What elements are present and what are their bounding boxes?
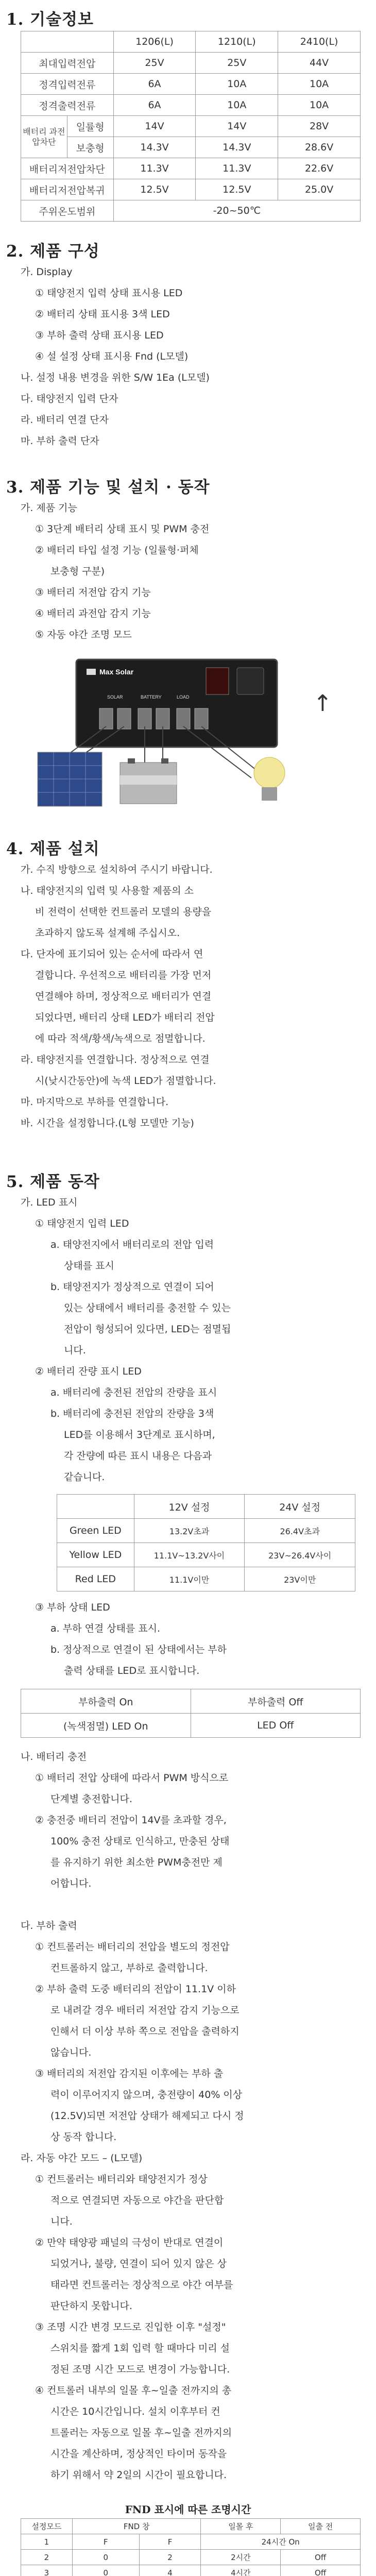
operation-led-line: b. 배터리에 충전된 전압의 잔량을 3색 — [50, 1408, 214, 1419]
spec-cell: 14V — [113, 116, 196, 137]
fnd-mode-cell: 2 — [21, 2550, 73, 2565]
fnd-digit-cell: 2 — [139, 2550, 201, 2565]
fnd-mode-cell: 1 — [21, 2534, 73, 2550]
composition-list — [21, 262, 361, 452]
load-status-table — [21, 1689, 361, 1738]
operation-led-line: a. 배터리에 충전된 전압의 잔량을 표시 — [50, 1387, 217, 1398]
function-line: ③ 배터리 저전압 감지 기능 — [35, 587, 151, 598]
operation-led-line: 전압이 형성되어 있다면, LED는 점멸됩 — [64, 1324, 231, 1335]
battery-header-cell: 24V 설정 — [245, 1495, 355, 1519]
install-line: 나. 태양전지의 입력 및 사용할 제품의 소 — [21, 885, 194, 896]
spec-cell: 25V — [113, 53, 196, 74]
fnd-digit-cell: 0 — [72, 2565, 139, 2576]
operation-charge-line: ③ 배터리의 저전압 감지된 이후에는 부하 출 — [35, 2068, 224, 2079]
spec-group-label: 배터리 과전압차단 — [21, 116, 67, 158]
spec-cell: 22.6V — [278, 158, 361, 179]
spec-row — [21, 116, 361, 137]
composition-line: 나. 설정 내용 변경을 위한 S/W 1Ea (L모델) — [21, 372, 210, 383]
operation-led-line: 가. LED 표시 — [21, 1197, 78, 1208]
battery-header-cell — [57, 1495, 134, 1519]
operation-charge-line: ① 컨트롤러는 배터리의 전압을 별도의 정전압 — [35, 1941, 230, 1953]
spec-header-cell: 1206(L) — [113, 31, 196, 53]
operation-led-line: 상태를 표시 — [64, 1260, 114, 1272]
label-battery: BATTERY — [141, 694, 162, 700]
function-line: 보충형 구분) — [50, 566, 105, 577]
spec-row — [21, 179, 361, 200]
load-cell: 부하출력 Off — [191, 1689, 361, 1714]
spec-header-cell: 1210(L) — [196, 31, 278, 53]
operation-charge-line: 100% 충전 상태로 인식하고, 만충된 상태 — [50, 1836, 230, 1847]
operation-led-line: 같습니다. — [64, 1471, 105, 1483]
operation-load-line: b. 정상적으로 연결이 된 상태에서는 부하 — [50, 1644, 227, 1655]
spec-row-label: 정격입력전류 — [21, 74, 114, 95]
function-line: ① 3단계 배터리 상태 표시 및 PWM 충전 — [35, 523, 210, 535]
spec-cell: 11.3V — [113, 158, 196, 179]
operation-charge-line: 판단하지 못합니다. — [50, 2300, 132, 2312]
spec-row-label: 주위온도범위 — [21, 200, 114, 222]
spec-header-row — [21, 31, 361, 53]
install-line: 에 따라 적색/황색/녹색으로 점멸합니다. — [35, 1033, 206, 1044]
battery-header-row — [57, 1495, 355, 1519]
install-line: 되었다면, 배터리 상태 LED가 배터리 전압 — [35, 1012, 215, 1023]
fnd-table — [21, 2518, 361, 2576]
composition-line: 라. 배터리 연결 단자 — [21, 414, 109, 426]
install-line: 결합니다. 우선적으로 배터리를 가장 먼저 — [35, 970, 212, 981]
battery-illustration — [120, 758, 177, 804]
composition-line: ③ 부하 출력 상태 표시용 LED — [35, 330, 164, 341]
fnd-header-cell: 일출 전 — [281, 2519, 361, 2534]
composition-line: 가. Display — [21, 266, 73, 278]
operation-charge-line: 상 동작 합니다. — [50, 2131, 117, 2143]
spec-cell: 25V — [196, 53, 278, 74]
fnd-time-cell: Off — [281, 2565, 361, 2576]
operation-load-line: a. 부하 연결 상태를 표시. — [50, 1623, 161, 1634]
battery-cell: 23V이만 — [245, 1567, 355, 1591]
battery-cell: 26.4V초과 — [245, 1519, 355, 1543]
battery-cell: 23V~26.4V사이 — [245, 1543, 355, 1567]
composition-line: ② 배터리 상태 표시용 3색 LED — [35, 309, 170, 320]
spec-row — [21, 158, 361, 179]
install-line: 가. 수직 방향으로 설치하여 주시기 바랍니다. — [21, 864, 213, 875]
spec-row — [21, 74, 361, 95]
operation-charge-line: ② 충전중 배터리 전압이 14V를 초과할 경우, — [35, 1815, 227, 1826]
spec-cell: 28V — [278, 116, 361, 137]
operation-charge-line: 스위치를 짧게 1회 입력 할 때마다 미리 설 — [50, 2343, 230, 2354]
spec-cell: 6A — [113, 95, 196, 116]
charge-controller-illustration — [76, 659, 277, 747]
spec-row-label: 배터리저전압차단 — [21, 158, 114, 179]
operation-charge-line: ① 컨트롤러는 배터리와 태양전지가 정상 — [35, 2174, 208, 2185]
battery-cell: 11.1V이만 — [134, 1567, 245, 1591]
install-line: 라. 태양전지를 연결합니다. 정상적으로 연결 — [21, 1054, 210, 1065]
operation-charge-line: 정된 조명 시간 모드로 변경이 가능합니다. — [50, 2364, 230, 2375]
spec-row-label: 정격출력전류 — [21, 95, 114, 116]
label-load: LOAD — [177, 694, 190, 700]
battery-cell: Yellow LED — [57, 1543, 134, 1567]
fnd-time-cell: 4시간 — [201, 2565, 281, 2576]
fnd-time-cell: 24시간 On — [201, 2534, 361, 2550]
function-line: ⑤ 자동 야간 조명 모드 — [35, 629, 132, 640]
spec-table — [21, 31, 361, 222]
spec-cell: 10A — [278, 95, 361, 116]
operation-load-line: 출력 상태를 LED로 표시합니다. — [64, 1665, 200, 1676]
operation-charge-line: ② 부하 출력 도중 배터리의 전압이 11.1V 이하 — [35, 1984, 236, 1995]
operation-charge-line: 를 유지하기 위한 최소한 PWM충전만 제 — [50, 1857, 223, 1868]
install-list — [21, 859, 361, 1134]
spec-row — [21, 200, 361, 222]
install-line: 시(낮시간동안)에 녹색 LED가 점멸합니다. — [35, 1075, 216, 1087]
operation-charge-line: ④ 컨트롤러 내부의 일몰 후~일출 전까지의 총 — [35, 2385, 232, 2396]
install-line: 다. 단자에 표기되어 있는 순서에 따라서 연 — [21, 948, 203, 960]
operation-led-line: ② 배터리 잔량 표시 LED — [35, 1366, 142, 1377]
operation-charge-line: 어합니다. — [50, 1878, 92, 1889]
fnd-digit-cell: 0 — [72, 2550, 139, 2565]
spec-cell: 44V — [278, 53, 361, 74]
operation-charge-line: 다. 부하 출력 — [21, 1920, 77, 1931]
spec-cell: 12.5V — [113, 179, 196, 200]
operation-charge-line: 하기 위해서 약 2일의 시간이 필요합니다. — [50, 2469, 227, 2481]
spec-row-label: 배터리저전압복귀 — [21, 179, 114, 200]
fnd-digit-cell: F — [72, 2534, 139, 2550]
composition-line: ④ 설 설정 상태 표시용 Fnd (L모델) — [35, 351, 189, 362]
battery-led-table — [57, 1494, 355, 1591]
brand-text: Max Solar — [99, 668, 134, 676]
section-title-composition: 2. 제품 구성 — [6, 242, 100, 261]
battery-header-cell: 12V 설정 — [134, 1495, 245, 1519]
fnd-header-cell: FND 창 — [72, 2519, 201, 2534]
fnd-digit-cell: 4 — [139, 2565, 201, 2576]
label-solar: SOLAR — [107, 694, 123, 700]
fnd-header-cell: 일몰 후 — [201, 2519, 281, 2534]
load-row — [21, 1714, 361, 1738]
operation-led-line: 각 잔량에 따른 표시 내용은 다음과 — [64, 1450, 212, 1462]
spec-cell: 28.6V — [278, 137, 361, 158]
section-title-functions: 3. 제품 기능 및 설치 · 동작 — [6, 478, 210, 497]
function-line: ② 배터리 타입 설정 기능 (일률형·퍼체 — [35, 545, 199, 556]
product-installation-diagram — [35, 644, 344, 814]
install-line: 초과하지 않도록 설계해 주십시오. — [35, 927, 180, 939]
spec-cell: 14V — [196, 116, 278, 137]
spec-cell: 25.0V — [278, 179, 361, 200]
fnd-row — [21, 2534, 361, 2550]
section-title-spec: 1. 기술정보 — [6, 10, 94, 29]
operation-led-line: a. 태양전지에서 배터리로의 전압 입력 — [50, 1239, 214, 1250]
operation-charge-line: 적으로 연결되면 자동으로 야간을 판단합 — [50, 2195, 224, 2206]
operation-charge-line: 로 내려갈 경우 배터리 저전압 감지 기능으로 — [50, 2005, 240, 2016]
spec-cell: 10A — [196, 95, 278, 116]
operation-charge-line — [21, 1894, 361, 1916]
spec-row — [21, 95, 361, 116]
battery-cell: Red LED — [57, 1567, 134, 1591]
load-cell: 부하출력 On — [21, 1689, 191, 1714]
spec-cell: 14.3V — [196, 137, 278, 158]
install-line: 연결해야 하며, 정상적으로 배터리가 연결 — [35, 991, 212, 1002]
operation-charge-line: 않습니다. — [50, 2047, 92, 2058]
fnd-header-row — [21, 2519, 361, 2534]
operation-charge-line: 력이 이루어지지 않으며, 충전량이 40% 이상 — [50, 2089, 243, 2100]
operation-charge-line: 나. 배터리 충전 — [21, 1751, 87, 1762]
operation-led-line: 니다. — [64, 1345, 86, 1356]
spec-cell: 10A — [278, 74, 361, 95]
battery-row — [57, 1543, 355, 1567]
fnd-time-cell: 2시간 — [201, 2550, 281, 2565]
spec-row — [21, 137, 361, 158]
load-row — [21, 1689, 361, 1714]
spec-cell: 6A — [113, 74, 196, 95]
fnd-row — [21, 2550, 361, 2565]
operation-charge-line: 태라면 컨트롤러는 정상적으로 야간 여부를 — [50, 2279, 233, 2291]
operation-charge-line: ③ 조명 시간 변경 모드로 진입한 이후 "설정" — [35, 2321, 226, 2333]
install-line: 마. 마지막으로 부하를 연결합니다. — [21, 1096, 169, 1108]
operation-charge-line: 되었거나, 불량, 연결이 되어 있지 않은 상 — [50, 2258, 227, 2269]
operation-led-list — [21, 1192, 361, 1488]
spec-row-label: 보충형 — [67, 137, 113, 158]
operation-led-line: 있는 상태에서 배터리를 충전할 수 있는 — [64, 1302, 231, 1314]
operation-charge-line: 컨트롤하지 않고, 부하로 출력합니다. — [50, 1962, 208, 1974]
fnd-table-title: FND 표시에 따른 조명시간 — [125, 2503, 251, 2516]
fnd-digit-cell: F — [139, 2534, 201, 2550]
operation-charge-line: 인해서 더 이상 부하 쪽으로 전압을 출력하지 — [50, 2026, 240, 2037]
section-title-operation: 5. 제품 동작 — [6, 1173, 100, 1191]
operation-charge-line: 트롤러는 자동으로 일몰 후~일출 전까지의 — [50, 2427, 232, 2438]
operation-load-list — [21, 1597, 361, 1682]
spec-row — [21, 53, 361, 74]
fnd-mode-cell: 3 — [21, 2565, 73, 2576]
operation-charge-line: 시간은 10시간입니다. 설치 이후부터 컨 — [50, 2406, 220, 2417]
composition-line: 마. 부하 출력 단자 — [21, 435, 99, 447]
battery-row — [57, 1519, 355, 1543]
battery-cell: 11.1V~13.2V사이 — [134, 1543, 245, 1567]
load-cell: LED Off — [191, 1714, 361, 1738]
battery-cell: Green LED — [57, 1519, 134, 1543]
operation-charge-line: 라. 자동 야간 모드 – (L모델) — [21, 2153, 143, 2164]
fnd-row — [21, 2565, 361, 2576]
spec-cell: 14.3V — [113, 137, 196, 158]
function-line: ④ 배터리 과전압 감지 기능 — [35, 608, 151, 619]
fnd-time-cell: Off — [281, 2550, 361, 2565]
lamp-icon — [254, 757, 285, 801]
spec-cell: -20~50℃ — [113, 200, 360, 222]
composition-line: ① 태양전지 입력 상태 표시용 LED — [35, 287, 183, 299]
spec-header-cell: 2410(L) — [278, 31, 361, 53]
spec-cell: 12.5V — [196, 179, 278, 200]
spec-header-blank — [21, 31, 114, 53]
operation-charge-line: (12.5V)되면 저전압 상태가 해제되고 다시 정 — [50, 2110, 244, 2122]
section-title-install: 4. 제품 설치 — [6, 840, 100, 858]
operation-charge-line: 단계별 충전합니다. — [50, 1793, 132, 1805]
operation-charge-line: ① 배터리 전압 상태에 따라서 PWM 방식으로 — [35, 1772, 229, 1784]
operation-charge-line: 시간을 계산하며, 정상적인 타이머 동작을 — [50, 2448, 227, 2460]
function-line: 가. 제품 기능 — [21, 502, 77, 514]
spec-row-label: 일률형 — [67, 116, 113, 137]
operation-led-line: b. 태양전지가 정상적으로 연결이 되어 — [50, 1281, 214, 1293]
spec-cell: 11.3V — [196, 158, 278, 179]
operation-charge-list — [21, 1747, 361, 2486]
operation-charge-line: 니다. — [50, 2216, 73, 2227]
up-arrow-icon: ↑ — [313, 690, 332, 717]
operation-charge-line: ② 만약 태양광 패널의 극성이 반대로 연결이 — [35, 2237, 224, 2248]
spec-row-label: 최대입력전압 — [21, 53, 114, 74]
functions-list — [21, 498, 361, 646]
fnd-header-cell: 설정모드 — [21, 2519, 73, 2534]
operation-led-line: LED를 이용해서 3단계로 표시하며, — [64, 1429, 215, 1440]
operation-load-line: ③ 부하 상태 LED — [35, 1602, 110, 1613]
battery-row — [57, 1567, 355, 1591]
operation-led-line: ① 태양전지 입력 LED — [35, 1218, 129, 1229]
spec-cell: 10A — [196, 74, 278, 95]
solar-panel-illustration — [38, 752, 102, 806]
install-line: 바. 시간을 설정합니다.(L형 모델만 기능) — [21, 1117, 194, 1129]
battery-cell: 13.2V초과 — [134, 1519, 245, 1543]
composition-line: 다. 태양전지 입력 단자 — [21, 393, 118, 404]
install-line: 비 전력이 선택한 컨트롤러 모델의 용량을 — [35, 906, 212, 918]
load-cell: (녹색점멸) LED On — [21, 1714, 191, 1738]
